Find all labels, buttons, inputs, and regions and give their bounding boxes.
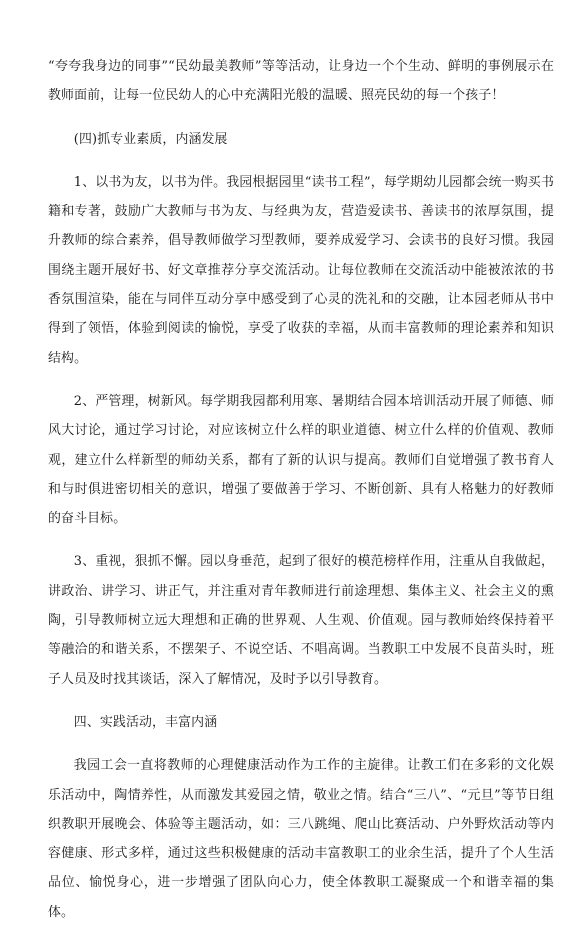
section-heading-practice-activities: 四、实践活动，丰富内涵 (73, 714, 218, 730)
paragraph-intro: “夸夸我身边的同事”“民幼最美教师”等等活动，让身边一个个生动、鲜明的事例展示在教师面前，让每一位民幼人的心中充满阳光般的温暖、照亮民幼的每一个孩子！ (48, 59, 554, 104)
paragraph-attention: 3、重视，狠抓不懈。园以身垂范，起到了很好的模范榜样作用，注重从自我做起，讲政治、讲学习、讲正气，并注重对青年教师进行前途理想、集体主义、社会主义的熏陶，引导教师树立远大理想和正确的世界观、人生观、价值观。园与教师始终保持着平等融洽的和谐关系，不摆架子、不说空话、不唱高调。当教职工中发展不良苗头时，班子人员及时找其谈话，深入了解情况，及时予以引导教育。 (48, 554, 554, 687)
paragraph-reading: 1、以书为友，以书为伴。我园根据园里“读书工程”，每学期幼儿园都会统一购买书籍和专著，鼓励广大教师与书为友、与经典为友，营造爱读书、善读书的浓厚氛围，提升教师的综合素养，倡导教师做学习型教师，要养成爱学习、会读书的良好习惯。我园围绕主题开展好书、好文章推荐分享交流活动。让每位教师在交流活动中能被浓浓的书香氛围渲染，能在与同伴互动分享中感受到了心灵的洗礼和的交融，让本园老师从书中得到了领悟，体验到阅读的愉悦，享受了收获的幸福，从而丰富教师的理论素养和知识结构。 (48, 174, 554, 366)
document-page (48, 52, 554, 941)
paragraph-management: 2、严管理，树新风。每学期我园都利用寒、暑期结合园本培训活动开展了师德、师风大讨论，通过学习讨论，对应该树立什么样的职业道德、树立什么样的价值观、教师观，建立什么样新型的师幼关系，都有了新的认识与提高。教师们自觉增强了教书育人和与时俱进密切相关的意识，增强了要做善于学习、不断创新、具有人格魅力的好教师的奋斗目标。 (48, 393, 554, 527)
section-heading-professional-quality: (四)抓专业素质，内涵发展 (73, 131, 228, 147)
paragraph-union-activities: 我园工会一直将教师的心理健康活动作为工作的主旋律。让教工们在多彩的文化娱乐活动中，陶情养性，从而激发其爱园之情，敬业之情。结合“三八”、“元旦”等节日组织教职开展晚会、体验等主题活动，如：三八跳绳、爬山比赛活动、户外野炊活动等内容健康、形式多样，通过这些积极健康的活动丰富教职工的业余生活，提升了个人生活品位、愉悦身心，进一步增强了团队向心力，使全体教职工凝聚成一个和谐幸福的集体。 (48, 758, 554, 920)
